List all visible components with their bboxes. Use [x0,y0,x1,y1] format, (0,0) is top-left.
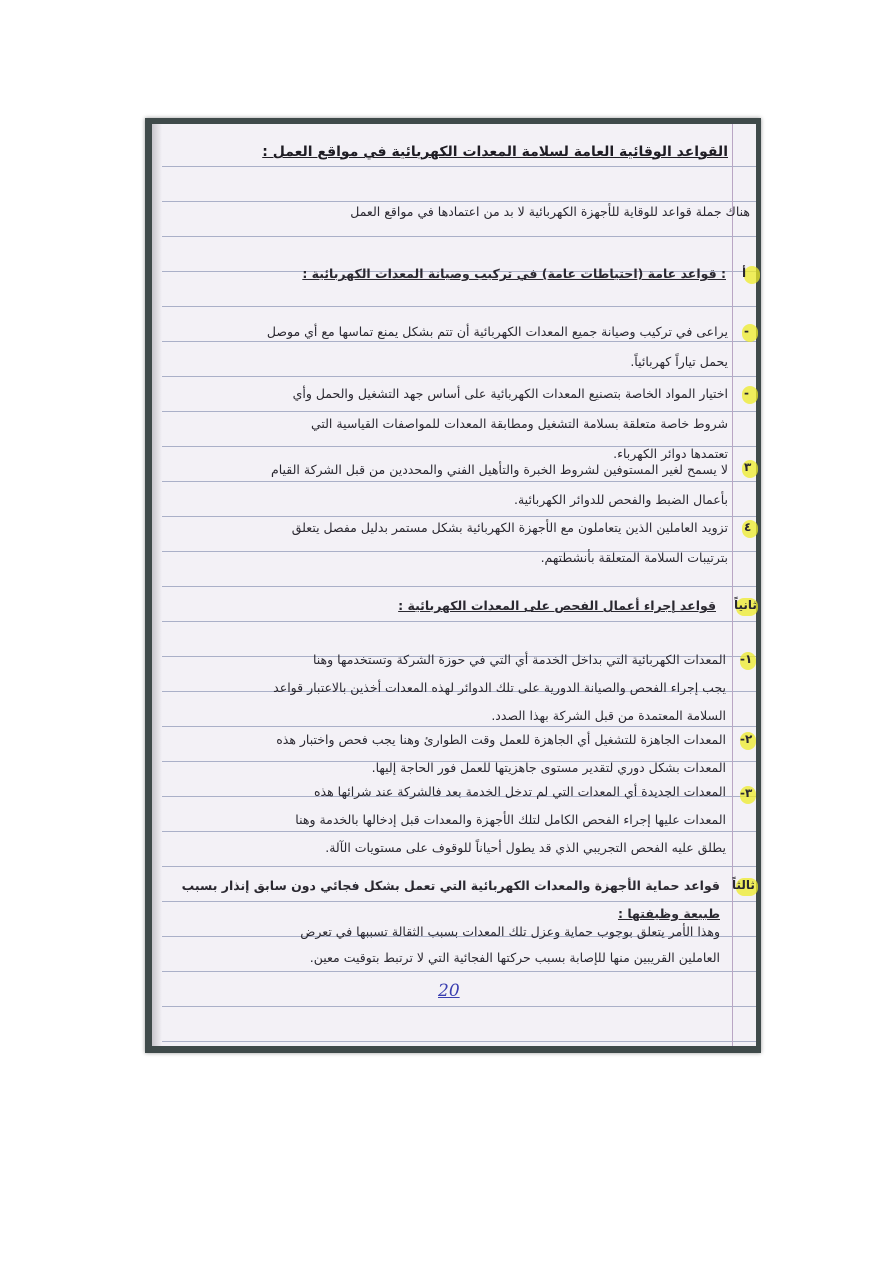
section1-item3-line1: لا يسمح لغير المستوفين لشروط الخبرة والتأهيل الفني والمحددين من قبل الشركة القيام [270,462,728,477]
section1-item1-line2: يحمل تياراً كهربائياً. [630,354,728,369]
section1-item4-marker: ٤ [744,520,752,534]
section1-item2-line3: تعتمدها دوائر الكهرباء. [613,446,728,461]
section2-item1-marker: ١- [740,652,753,666]
section3-marker: ثالثاً [732,878,755,892]
section2-item3-line1: المعدات الجديدة أي المعدات التي لم تدخل الخدمة بعد فالشركة عند شرائها هذه [313,784,726,799]
margin-line [732,124,733,1046]
section1-marker: أ [742,266,747,280]
section2-marker: ثانياً [734,598,757,612]
page-number: 20 [438,981,460,1001]
section1-item2-marker: - [744,386,749,400]
section2-item3-line2: المعدات عليها إجراء الفحص الكامل لتلك الأجهزة والمعدات قبل إدخالها بالخدمة وهنا [295,812,726,827]
section1-heading: : قواعد عامة (احتياطات عامة) في تركيب وصيانة المعدات الكهربائية : [302,266,726,281]
page-binding-edge [152,124,162,1046]
page-title: القواعد الوقائية العامة لسلامة المعدات الكهربائية في مواقع العمل : [262,144,728,160]
section1-item1-marker: - [744,324,749,338]
section3-body-line2: العاملين القريبين منها للإصابة بسبب حركتها الفجائية التي لا ترتبط بتوقيت معين. [309,950,720,965]
section1-item3-marker: ٣ [744,460,752,474]
section2-item1-line2: يجب إجراء الفحص والصيانة الدورية على تلك الدوائر لهذه المعدات أخذين بالاعتبار قواعد [273,680,726,695]
highlight-mark [744,266,760,284]
section2-item2-line1: المعدات الجاهزة للتشغيل أي الجاهزة للعمل وقت الطوارئ وهنا يجب فحص واختبار هذه [276,732,726,747]
section2-heading: قواعد إجراء أعمال الفحص على المعدات الكهربائية : [398,598,716,613]
intro-text: هناك جملة قواعد للوقاية للأجهزة الكهربائية لا بد من اعتمادها في مواقع العمل [350,204,750,219]
section1-item4-line1: تزويد العاملين الذين يتعاملون مع الأجهزة الكهربائية بشكل مستمر بدليل مفصل يتعلق [291,520,728,535]
section1-item1-line1: يراعى في تركيب وصيانة جميع المعدات الكهربائية أن تتم بشكل يمنع تماسها مع أي موصل [266,324,728,339]
section1-item2-line1: اختيار المواد الخاصة بتصنيع المعدات الكهربائية على أساس جهد التشغيل والحمل وأي [292,386,728,401]
section3-heading-line1: قواعد حماية الأجهزة والمعدات الكهربائية التي تعمل بشكل فجائي دون سابق إنذار بسبب [181,878,720,893]
section2-item3-marker: ٣- [740,786,753,800]
section1-item4-line2: بترتيبات السلامة المتعلقة بأنشطتهم. [540,550,728,565]
notebook-page [152,124,756,1046]
section1-item2-line2: شروط خاصة متعلقة بسلامة التشغيل ومطابقة المعدات للمواصفات القياسية التي [310,416,728,431]
section1-item3-line2: بأعمال الضبط والفحص للدوائر الكهربائية. [514,492,728,507]
section2-item2-marker: ٢- [740,732,753,746]
section2-item2-line2: المعدات بشكل دوري لتقدير مستوى جاهزيتها للعمل فور الحاجة إليها. [371,760,726,775]
section3-heading-line2: طبيعة وظيفتها : [617,906,720,921]
section3-body-line1: وهذا الأمر يتعلق بوجوب حماية وعزل تلك المعدات بسبب الثقالة تسببها في تعرض [300,924,720,939]
section2-item1-line1: المعدات الكهربائية التي بداخل الخدمة أي التي في حوزة الشركة وتستخدمها وهنا [312,652,726,667]
section2-item3-line3: يطلق عليه الفحص التجريبي الذي قد يطول أحياناً للوقوف على مستويات الآلة. [325,840,726,855]
section2-item1-line3: السلامة المعتمدة من قبل الشركة بهذا الصدد. [491,708,726,723]
